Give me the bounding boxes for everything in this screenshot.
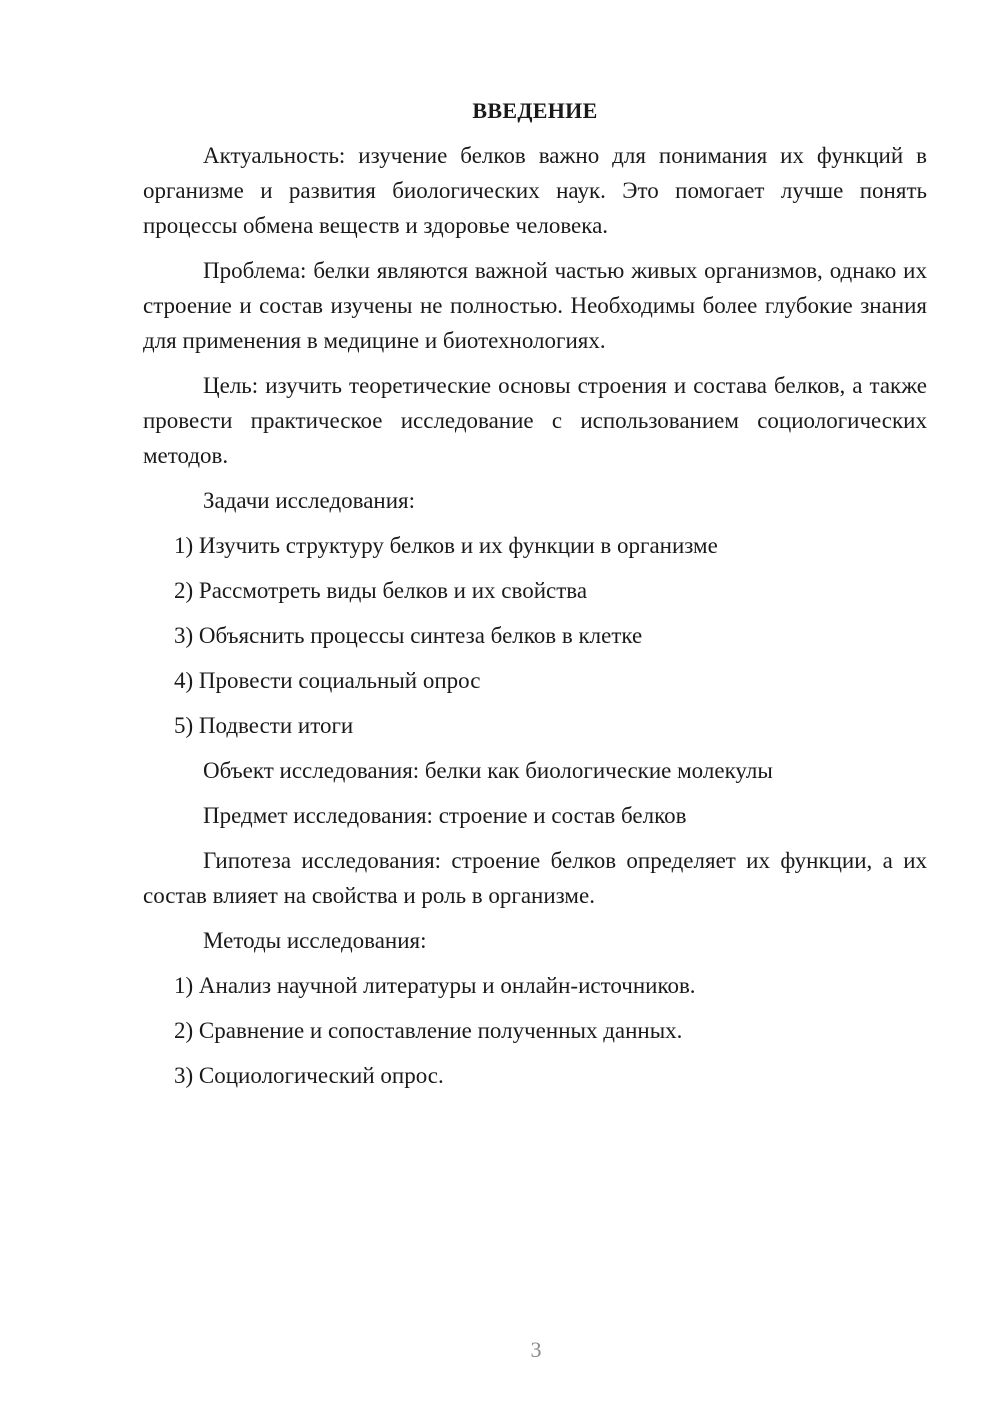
task-item: 1) Изучить структуру белков и их функции в организме — [174, 533, 718, 558]
goal-paragraph: Цель: изучить теоретические основы строения и состава белков, а также провести практическое исследование с использованием социологических методов. — [143, 373, 927, 468]
hypothesis-paragraph: Гипотеза исследования: строение белков определяет их функции, а их состав влияет на свойства и роль в организме. — [143, 848, 927, 908]
problem-paragraph: Проблема: белки являются важной частью живых организмов, однако их строение и состав изучены не полностью. Необходимы более глубокие знания для применения в медицине и биотехнологиях. — [143, 258, 927, 353]
page-number: 3 — [530, 1337, 542, 1362]
task-item: 4) Провести социальный опрос — [174, 668, 481, 693]
task-item: 3) Объяснить процессы синтеза белков в клетке — [174, 623, 643, 648]
tasks-heading: Задачи исследования: — [203, 488, 416, 513]
methods-heading: Методы исследования: — [203, 928, 427, 953]
subject-line: Предмет исследования: строение и состав белков — [203, 803, 687, 828]
task-item: 5) Подвести итоги — [174, 713, 354, 738]
object-line: Объект исследования: белки как биологические молекулы — [203, 758, 773, 783]
section-title: ВВЕДЕНИЕ — [472, 98, 598, 123]
relevance-paragraph: Актуальность: изучение белков важно для понимания их функций в организме и развития биологических наук. Это помогает лучше понять процессы обмена веществ и здоровье человека. — [143, 143, 927, 238]
task-item: 2) Рассмотреть виды белков и их свойства — [174, 578, 588, 603]
method-item: 3) Социологический опрос. — [174, 1063, 444, 1088]
method-item: 2) Сравнение и сопоставление полученных данных. — [174, 1018, 683, 1043]
method-item: 1) Анализ научной литературы и онлайн-источников. — [174, 973, 696, 998]
page-content — [143, 94, 927, 1103]
